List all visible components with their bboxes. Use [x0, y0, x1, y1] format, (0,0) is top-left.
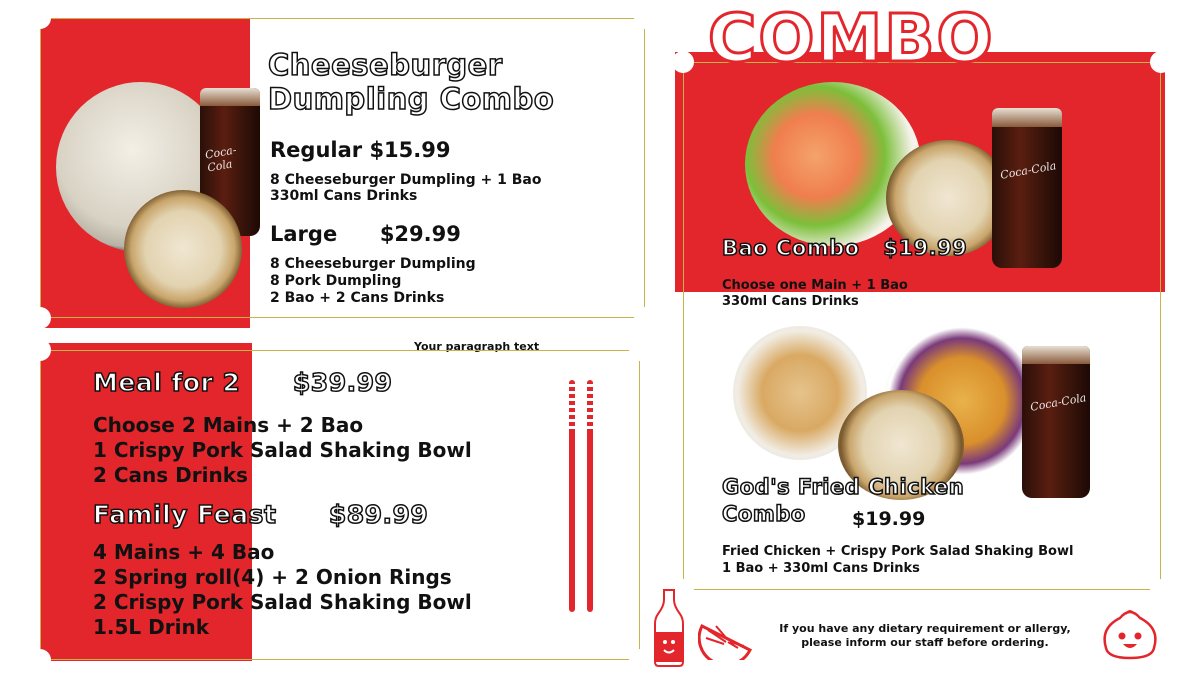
cola-logo: Coca-Cola [204, 143, 238, 175]
frame-notch [29, 649, 51, 671]
frame-notch [29, 307, 51, 329]
large-size-row [270, 222, 461, 246]
frame-notch [634, 7, 656, 29]
regular-description: 8 Cheeseburger Dumpling + 1 Bao 330ml Cans Drinks [270, 172, 542, 204]
placeholder-paragraph-text: Your paragraph text [414, 340, 540, 353]
frame-notch [1150, 51, 1172, 73]
family-feast-description: 4 Mains + 4 Bao 2 Spring roll(4) + 2 Onion Rings 2 Crispy Pork Salad Shaking Bowl 1.5L Drink [93, 540, 472, 639]
bao-steamer-image [124, 190, 242, 308]
bao-combo-heading [722, 236, 967, 260]
allergy-notice: If you have any dietary requirement or allergy, please inform our staff before ordering. [779, 622, 1071, 649]
meal-for-2-price: $39.99 [292, 368, 393, 397]
soy-sauce-bottle-icon [653, 588, 685, 668]
frame-notch [1150, 579, 1172, 601]
regular-label: Regular [270, 138, 363, 162]
large-price: $29.99 [379, 222, 461, 246]
lime-slice-icon [698, 620, 754, 660]
meal-for-2-title: Meal for 2 [93, 368, 241, 397]
large-description: 8 Cheeseburger Dumpling 8 Pork Dumpling 2 Bao + 2 Cans Drinks [270, 256, 476, 306]
fried-chicken-combo-title: God's Fried Chicken Combo [722, 475, 965, 526]
bao-combo-title: Bao Combo [722, 236, 860, 260]
frame-notch [629, 649, 651, 671]
fried-chicken-combo-description: Fried Chicken + Crispy Pork Salad Shaking Bowl 1 Bao + 330ml Cans Drinks [722, 544, 1074, 576]
cheeseburger-combo-title: Cheeseburger Dumpling Combo [268, 48, 555, 116]
frame-notch [29, 7, 51, 29]
fried-chicken-combo-price: $19.99 [852, 508, 926, 530]
cola-logo: Coca-Cola [999, 159, 1058, 182]
bao-mascot-icon [1098, 604, 1162, 664]
frame-notch [634, 307, 656, 329]
meal-for-2-description: Choose 2 Mains + 2 Bao 1 Crispy Pork Salad Shaking Bowl 2 Cans Drinks [93, 413, 472, 487]
large-label: Large [270, 222, 338, 246]
frame-notch [29, 339, 51, 361]
family-feast-title: Family Feast [93, 500, 277, 529]
combo-heading: COMBO [708, 0, 995, 77]
chopsticks-icon [569, 380, 575, 612]
family-feast-price: $89.99 [328, 500, 429, 529]
frame-notch [629, 339, 651, 361]
bao-combo-price: $19.99 [883, 236, 968, 260]
chopsticks-icon [587, 380, 593, 612]
family-feast-heading [93, 500, 428, 529]
cola-cup-image [1022, 346, 1090, 498]
frame-notch [672, 51, 694, 73]
cola-cup-image [992, 108, 1062, 268]
cola-logo: Coca-Cola [1029, 391, 1088, 414]
regular-price: $15.99 [369, 138, 451, 162]
meal-for-2-heading [93, 368, 392, 397]
regular-size-row [270, 138, 450, 162]
bao-combo-description: Choose one Main + 1 Bao 330ml Cans Drinks [722, 278, 908, 309]
